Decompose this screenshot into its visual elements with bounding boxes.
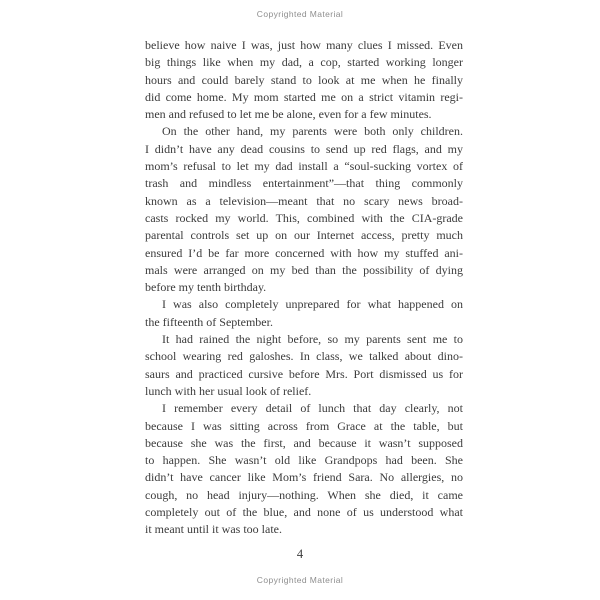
text-line-content: did come home. My mom started me on a strict vitamin regi- xyxy=(145,89,463,104)
text-line xyxy=(145,158,463,175)
text-line xyxy=(145,296,463,313)
text-line-content: didn’t have cancer like Mom’s friend Sara. No allergies, no xyxy=(145,470,463,485)
text-line-content: known as a television—meant that no scary news broad- xyxy=(145,193,463,208)
text-line-content: it meant until it was too late. xyxy=(145,522,282,537)
text-line xyxy=(145,487,463,504)
text-line-content: I didn’t have any dead cousins to send up red flags, and my xyxy=(145,141,463,156)
text-line-content: men and refused to let me be alone, even for a few minutes. xyxy=(145,107,432,122)
text-line xyxy=(145,72,463,89)
text-line-content: saurs and practiced cursive before Mrs. Port dismissed us for xyxy=(145,366,463,381)
text-line-content: trash and mindless entertainment”—that thing commonly xyxy=(145,176,463,191)
page-number: 4 xyxy=(296,547,304,561)
text-line-content: It had rained the night before, so my parents sent me to xyxy=(162,332,463,347)
text-line xyxy=(145,227,463,244)
text-line-content: I was also completely unprepared for what happened on xyxy=(162,297,463,312)
text-line-content: before my tenth birthday. xyxy=(145,280,267,295)
text-line-content: to happen. She wasn’t old like Grandpops had been. She xyxy=(145,453,463,468)
text-line-content: believe how naive I was, just how many clues I missed. Even xyxy=(145,38,463,52)
paragraph xyxy=(145,37,463,123)
text-line xyxy=(145,37,463,54)
text-line xyxy=(145,366,463,383)
text-line-content: lunch with her usual look of relief. xyxy=(145,383,312,398)
text-line-content: cough, no head injury—nothing. When she died, it came xyxy=(145,487,463,502)
text-line-content: mals were arranged on my bed than the possibility of dying xyxy=(145,262,463,277)
text-line xyxy=(145,331,463,348)
text-line-content: ensured I’d be far more concerned with how my stuffed ani- xyxy=(145,245,463,260)
text-line-content: school wearing red galoshes. In class, we talked about dino- xyxy=(145,349,463,364)
text-line-content: completely out of the blue, and none of us understood what xyxy=(145,505,463,520)
text-line xyxy=(145,452,463,469)
text-line-content: because she was the first, and because it wasn’t supposed xyxy=(145,435,463,450)
text-line xyxy=(145,400,463,417)
text-line xyxy=(145,193,463,210)
text-line xyxy=(145,314,463,331)
text-line xyxy=(145,279,463,296)
text-line xyxy=(145,141,463,158)
text-line-content: mom’s refusal to let my dad install a “soul-sucking vortex of xyxy=(145,159,463,174)
text-line-content: the fifteenth of September. xyxy=(145,314,273,329)
text-line xyxy=(145,245,463,262)
paragraph xyxy=(145,123,463,296)
text-line xyxy=(145,383,463,400)
text-line-content: hours and could barely stand to look at me when he finally xyxy=(145,72,463,87)
text-line-content: big things like when my dad, a cop, started working longer xyxy=(145,55,463,70)
copyright-notice-bottom: Copyrighted Material xyxy=(256,575,344,585)
text-line xyxy=(145,262,463,279)
text-line xyxy=(145,210,463,227)
text-line xyxy=(145,123,463,140)
text-line xyxy=(145,175,463,192)
text-line xyxy=(145,469,463,486)
text-line xyxy=(145,521,463,538)
text-line xyxy=(145,348,463,365)
text-line xyxy=(145,435,463,452)
text-block xyxy=(145,37,463,539)
text-line-content: casts rocked my world. This, combined with the CIA-grade xyxy=(145,210,463,225)
paragraph xyxy=(145,296,463,331)
text-line xyxy=(145,106,463,123)
text-line-content: parental controls set up on our Internet access, pretty much xyxy=(145,228,463,243)
paragraph xyxy=(145,331,463,400)
paragraph xyxy=(145,400,463,538)
text-line-content: I remember every detail of lunch that day clearly, not xyxy=(162,401,463,416)
text-line xyxy=(145,54,463,71)
text-line-content: On the other hand, my parents were both only children. xyxy=(162,124,463,139)
text-line xyxy=(145,504,463,521)
text-line xyxy=(145,89,463,106)
copyright-notice-top: Copyrighted Material xyxy=(256,9,344,19)
text-line-content: because I was sitting across from Grace at the table, but xyxy=(145,418,463,433)
text-line xyxy=(145,418,463,435)
